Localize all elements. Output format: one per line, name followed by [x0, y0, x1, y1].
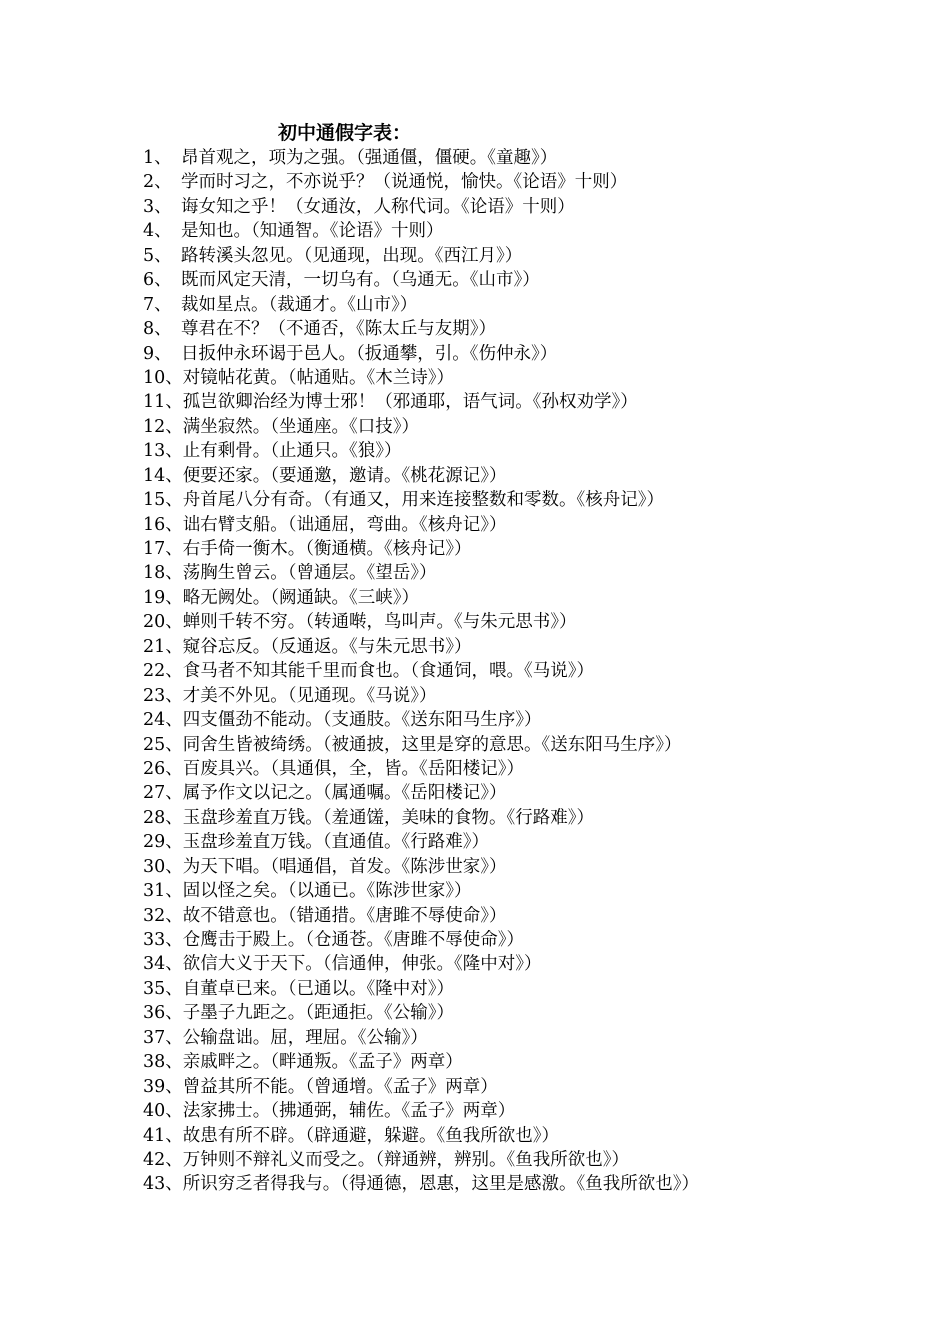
- item-text: 才美不外见。（见通现。《马说》）: [182, 685, 437, 706]
- list-item: [143, 415, 933, 439]
- list-item: [143, 733, 933, 757]
- item-number: 4、: [143, 221, 172, 242]
- item-text: 诲女知之乎！（女通汝，人称代词。《论语》十则）: [181, 196, 575, 217]
- page-title: 初中通假字表：: [278, 122, 412, 144]
- item-text: 裁如星点。（裁通才。《山市》）: [181, 294, 418, 315]
- list-item: [143, 855, 933, 879]
- list-item: [143, 684, 933, 708]
- list-item: [143, 1099, 933, 1123]
- item-text: 诎右臂支船。（诎通屈，弯曲。《核舟记》）: [182, 514, 507, 535]
- item-text: 故患有所不辟。（辟通避，躲避。《鱼我所欲也》）: [182, 1125, 560, 1146]
- item-text: 窥谷忘反。（反通返。《与朱元思书》）: [182, 636, 472, 657]
- item-text: 欲信大义于天下。（信通伸，伸张。《隆中对》）: [182, 954, 542, 975]
- item-text: 日扳仲永环谒于邑人。（扳通攀，引。《伤仲永》）: [181, 343, 558, 364]
- list-item: [143, 781, 933, 805]
- item-text: 四支僵劲不能动。（支通肢。《送东阳马生序》）: [182, 710, 542, 731]
- item-number: 30、: [143, 856, 183, 877]
- item-text: 百废具兴。（具通俱，全，皆。《岳阳楼记》）: [182, 758, 525, 779]
- item-number: 42、: [143, 1149, 183, 1170]
- item-number: 26、: [143, 758, 183, 779]
- list-item: [143, 513, 933, 537]
- list-item: [143, 1001, 933, 1025]
- list-item: [143, 390, 933, 414]
- item-text: 万钟则不辩礼义而受之。（辩通辨，辨别。《鱼我所欲也》）: [182, 1149, 630, 1170]
- item-text: 公输盘诎。屈，理屈。《公输》）: [182, 1027, 428, 1048]
- item-text: 蝉则千转不穷。（转通啭，鸟叫声。《与朱元思书》）: [182, 612, 577, 633]
- item-number: 10、: [143, 367, 183, 388]
- list-item: [143, 146, 933, 170]
- item-number: 27、: [143, 783, 183, 804]
- item-number: 31、: [143, 881, 183, 902]
- list-item: [143, 952, 933, 976]
- item-text: 孤岂欲卿治经为博士邪！（邪通耶，语气词。《孙权劝学》）: [182, 392, 638, 413]
- item-number: 6、: [143, 270, 172, 291]
- item-number: 13、: [143, 441, 183, 462]
- item-number: 14、: [143, 465, 183, 486]
- list-item: [143, 977, 933, 1001]
- list-item: [143, 317, 933, 341]
- item-number: 36、: [143, 1003, 183, 1024]
- item-text: 玉盘珍羞直万钱。（羞通馐，美味的食物。《行路难》）: [182, 807, 595, 828]
- list-item: [143, 439, 933, 463]
- item-number: 39、: [143, 1076, 183, 1097]
- item-number: 40、: [143, 1101, 183, 1122]
- list-item: [143, 293, 933, 317]
- list-item: [143, 586, 933, 610]
- item-number: 41、: [143, 1125, 183, 1146]
- item-number: 34、: [143, 954, 183, 975]
- item-text: 曾益其所不能。（曾通增。《孟子》两章）: [182, 1076, 498, 1097]
- item-text: 同舍生皆被绮绣。（被通披，这里是穿的意思。《送东阳马生序》）: [182, 734, 682, 755]
- list-item: [143, 268, 933, 292]
- item-number: 2、: [143, 172, 172, 193]
- item-text: 路转溪头忽见。（见通现，出现。《西江月》）: [181, 245, 523, 266]
- item-text: 满坐寂然。（坐通座。《口技》）: [182, 416, 420, 437]
- item-text: 所识穷乏者得我与。（得通德，恩惠，这里是感激。《鱼我所欲也》）: [182, 1174, 700, 1195]
- tongjiazi-list: [143, 146, 933, 1197]
- list-item: [143, 610, 933, 634]
- item-number: 19、: [143, 587, 183, 608]
- list-item: [143, 1075, 933, 1099]
- item-text: 略无阙处。（阙通缺。《三峡》）: [182, 587, 420, 608]
- item-number: 25、: [143, 734, 183, 755]
- list-item: [143, 928, 933, 952]
- item-number: 20、: [143, 612, 183, 633]
- item-number: 8、: [143, 319, 172, 340]
- item-text: 荡胸生曾云。（曾通层。《望岳》）: [182, 563, 437, 584]
- list-item: [143, 830, 933, 854]
- list-item: [143, 879, 933, 903]
- list-item: [143, 659, 933, 683]
- list-item: [143, 244, 933, 268]
- item-text: 尊君在不？（不通否，《陈太丘与友期》）: [181, 319, 496, 340]
- item-text: 亲戚畔之。（畔通叛。《孟子》两章）: [182, 1052, 463, 1073]
- item-text: 自董卓已来。（已通以。《隆中对》）: [182, 978, 455, 999]
- item-number: 12、: [143, 416, 183, 437]
- list-item: [143, 708, 933, 732]
- item-text: 舟首尾八分有奇。（有通又，用来连接整数和零数。《核舟记》）: [182, 490, 665, 511]
- item-number: 18、: [143, 563, 183, 584]
- item-text: 故不错意也。（错通措。《唐雎不辱使命》）: [182, 905, 507, 926]
- item-number: 17、: [143, 539, 183, 559]
- item-text: 右手倚一衡木。（衡通横。《核舟记》）: [182, 539, 472, 559]
- item-number: 9、: [143, 343, 172, 364]
- list-item: [143, 342, 933, 366]
- item-number: 28、: [143, 807, 183, 828]
- item-number: 29、: [143, 832, 183, 853]
- list-item: [143, 366, 933, 390]
- list-item: [143, 488, 933, 512]
- item-text: 子墨子九距之。（距通拒。《公输》）: [182, 1003, 455, 1024]
- item-number: 16、: [143, 514, 183, 535]
- list-item: [143, 757, 933, 781]
- list-item: [143, 561, 933, 585]
- list-item: [143, 806, 933, 830]
- list-item: [143, 195, 933, 219]
- item-text: 便要还家。（要通邀，邀请。《桃花源记》）: [182, 465, 507, 486]
- item-text: 对镜帖花黄。（帖通贴。《木兰诗》）: [182, 367, 455, 388]
- item-text: 食马者不知其能千里而食也。（食通饲，喂。《马说》）: [182, 661, 595, 682]
- list-item: [143, 1124, 933, 1148]
- item-number: 24、: [143, 710, 183, 731]
- item-number: 11、: [143, 392, 183, 413]
- item-text: 法家拂士。（拂通弼，辅佐。《孟子》两章）: [182, 1101, 516, 1122]
- list-item: [143, 170, 933, 194]
- item-number: 43、: [143, 1174, 183, 1195]
- list-item: [143, 635, 933, 659]
- item-number: 21、: [143, 636, 183, 657]
- item-number: 37、: [143, 1027, 183, 1048]
- item-text: 固以怪之矣。（以通已。《陈涉世家》）: [182, 881, 472, 902]
- item-text: 学而时习之，不亦说乎？（说通悦，愉快。《论语》十则）: [181, 172, 628, 193]
- list-item: [143, 1148, 933, 1172]
- item-number: 5、: [143, 245, 172, 266]
- item-number: 38、: [143, 1052, 183, 1073]
- list-item: [143, 1026, 933, 1050]
- list-item: [143, 464, 933, 488]
- item-number: 3、: [143, 196, 172, 217]
- item-text: 属予作文以记之。（属通嘱。《岳阳楼记》）: [182, 783, 507, 804]
- item-text: 既而风定天清，一切乌有。（乌通无。《山市》）: [181, 270, 540, 291]
- item-text: 为天下唱。（唱通倡，首发。《陈涉世家》）: [182, 856, 507, 877]
- item-number: 22、: [143, 661, 183, 682]
- list-item: [143, 904, 933, 928]
- item-number: 1、: [143, 148, 172, 168]
- list-item: [143, 537, 933, 561]
- item-text: 止有剩骨。（止通只。《狼》）: [182, 441, 402, 462]
- item-text: 仓鹰击于殿上。（仓通苍。《唐雎不辱使命》）: [182, 930, 525, 950]
- item-number: 35、: [143, 978, 183, 999]
- item-number: 15、: [143, 490, 183, 511]
- list-item: [143, 1172, 933, 1196]
- item-number: 32、: [143, 905, 183, 926]
- item-number: 7、: [143, 294, 172, 315]
- list-item: [143, 219, 933, 243]
- item-text: 昂首观之，项为之强。（强通僵，僵硬。《童趣》）: [181, 148, 558, 168]
- item-number: 23、: [143, 685, 183, 706]
- item-number: 33、: [143, 930, 183, 950]
- list-item: [143, 1050, 933, 1074]
- item-text: 是知也。（知通智。《论语》十则）: [181, 221, 444, 242]
- item-text: 玉盘珍羞直万钱。（直通值。《行路难》）: [182, 832, 490, 853]
